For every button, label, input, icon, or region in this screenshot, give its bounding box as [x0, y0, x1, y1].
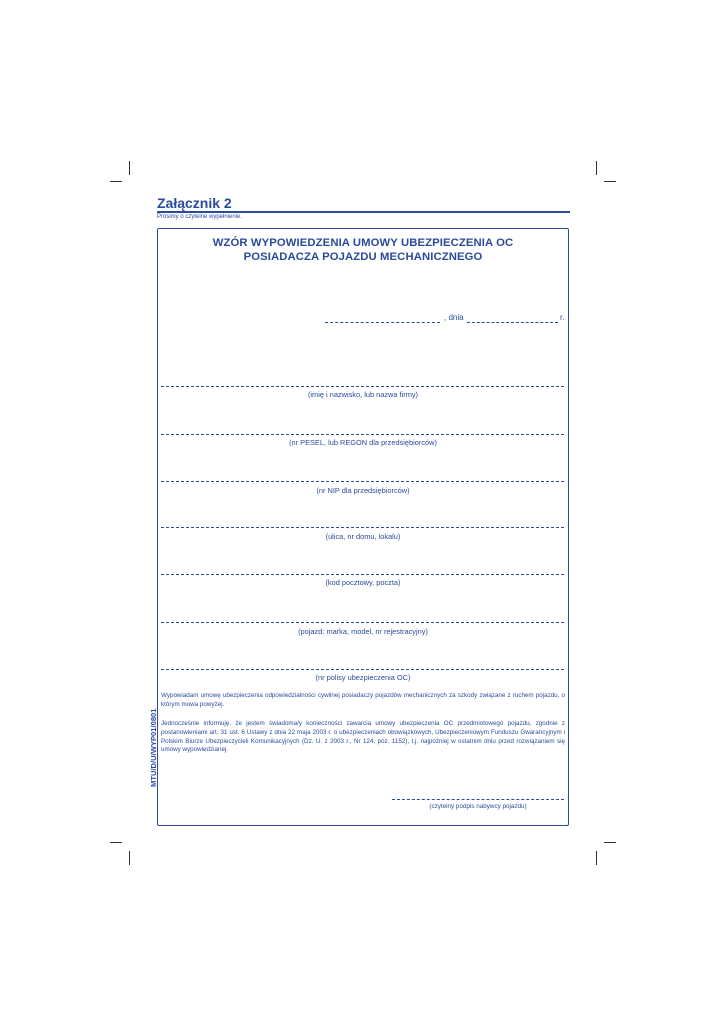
crop-mark	[110, 181, 122, 182]
signature-field[interactable]	[392, 799, 564, 800]
crop-mark	[604, 181, 616, 182]
crop-mark	[596, 161, 597, 175]
insurance-obligation-statement: Jednocześnie informuję, że jestem świadoma/y konieczności zawarcia umowy ubezpieczenia OC przedmiotowego pojazdu, zgodnie z postanowieniami art. 31 ust. 6 Ustawy z dnia 22 maja 2003 r. o ubezpieczeniach obowiązkowych, Ubezpieczeniowym Funduszu Gwarancyjnym i Polskim Biurze Ubezpieczycieli Komunikacyjnych (Dz. U. z 2003 r., Nr 124, poz. 1152), t.j. najpóźniej w ostatnim dniu przed rozwiązaniem się umowy wypowiedzianej.	[161, 720, 565, 754]
termination-statement: Wypowiadam umowę ubezpieczenia odpowiedzialności cywilnej posiadaczy pojazdów mechanicznych za szkody związane z ruchem pojazdu, o którym mowa powyżej.	[161, 692, 565, 708]
year-suffix-label: r.	[560, 313, 565, 322]
signature-caption: (czytelny podpis nabywcy pojazdu)	[429, 803, 527, 810]
pesel-regon-field-caption: (nr PESEL, lub REGON dla przedsiębiorców)	[289, 438, 437, 447]
vehicle-field-caption: (pojazd: marka, model, nr rejestracyjny)	[298, 627, 428, 636]
policy-number-field[interactable]	[161, 669, 564, 670]
name-field-caption: (imię i nazwisko, lub nazwa firmy)	[307, 390, 419, 399]
nip-field-caption: (nr NIP dla przedsiębiorców)	[316, 486, 410, 495]
date-label: , dnia	[444, 313, 464, 322]
title-rule	[157, 211, 570, 213]
form-code: MTU/D/U/WYP01/0801	[149, 708, 158, 787]
crop-mark	[129, 851, 130, 865]
page-title: Załącznik 2	[157, 195, 232, 211]
crop-mark	[596, 851, 597, 865]
crop-mark	[110, 842, 122, 843]
place-field[interactable]	[325, 322, 440, 323]
fill-instruction: Prosimy o czytelne wypełnienie.	[157, 214, 243, 220]
form-heading-line1: WZÓR WYPOWIEDZENIA UMOWY UBEZPIECZENIA OC	[212, 237, 514, 249]
date-field[interactable]	[467, 322, 558, 323]
crop-mark	[604, 842, 616, 843]
street-field[interactable]	[161, 527, 564, 528]
postal-field-caption: (kod pocztowy, poczta)	[325, 578, 401, 587]
nip-field[interactable]	[161, 481, 564, 482]
form-heading-line2: POSIADACZA POJAZDU MECHANICZNEGO	[243, 251, 483, 263]
street-field-caption: (ulica, nr domu, lokalu)	[325, 532, 401, 541]
vehicle-field[interactable]	[161, 622, 564, 623]
name-field[interactable]	[161, 386, 564, 387]
postal-field[interactable]	[161, 574, 564, 575]
crop-mark	[129, 161, 130, 175]
policy-number-field-caption: (nr polisy ubezpieczenia OC)	[315, 673, 411, 682]
pesel-regon-field[interactable]	[161, 434, 564, 435]
